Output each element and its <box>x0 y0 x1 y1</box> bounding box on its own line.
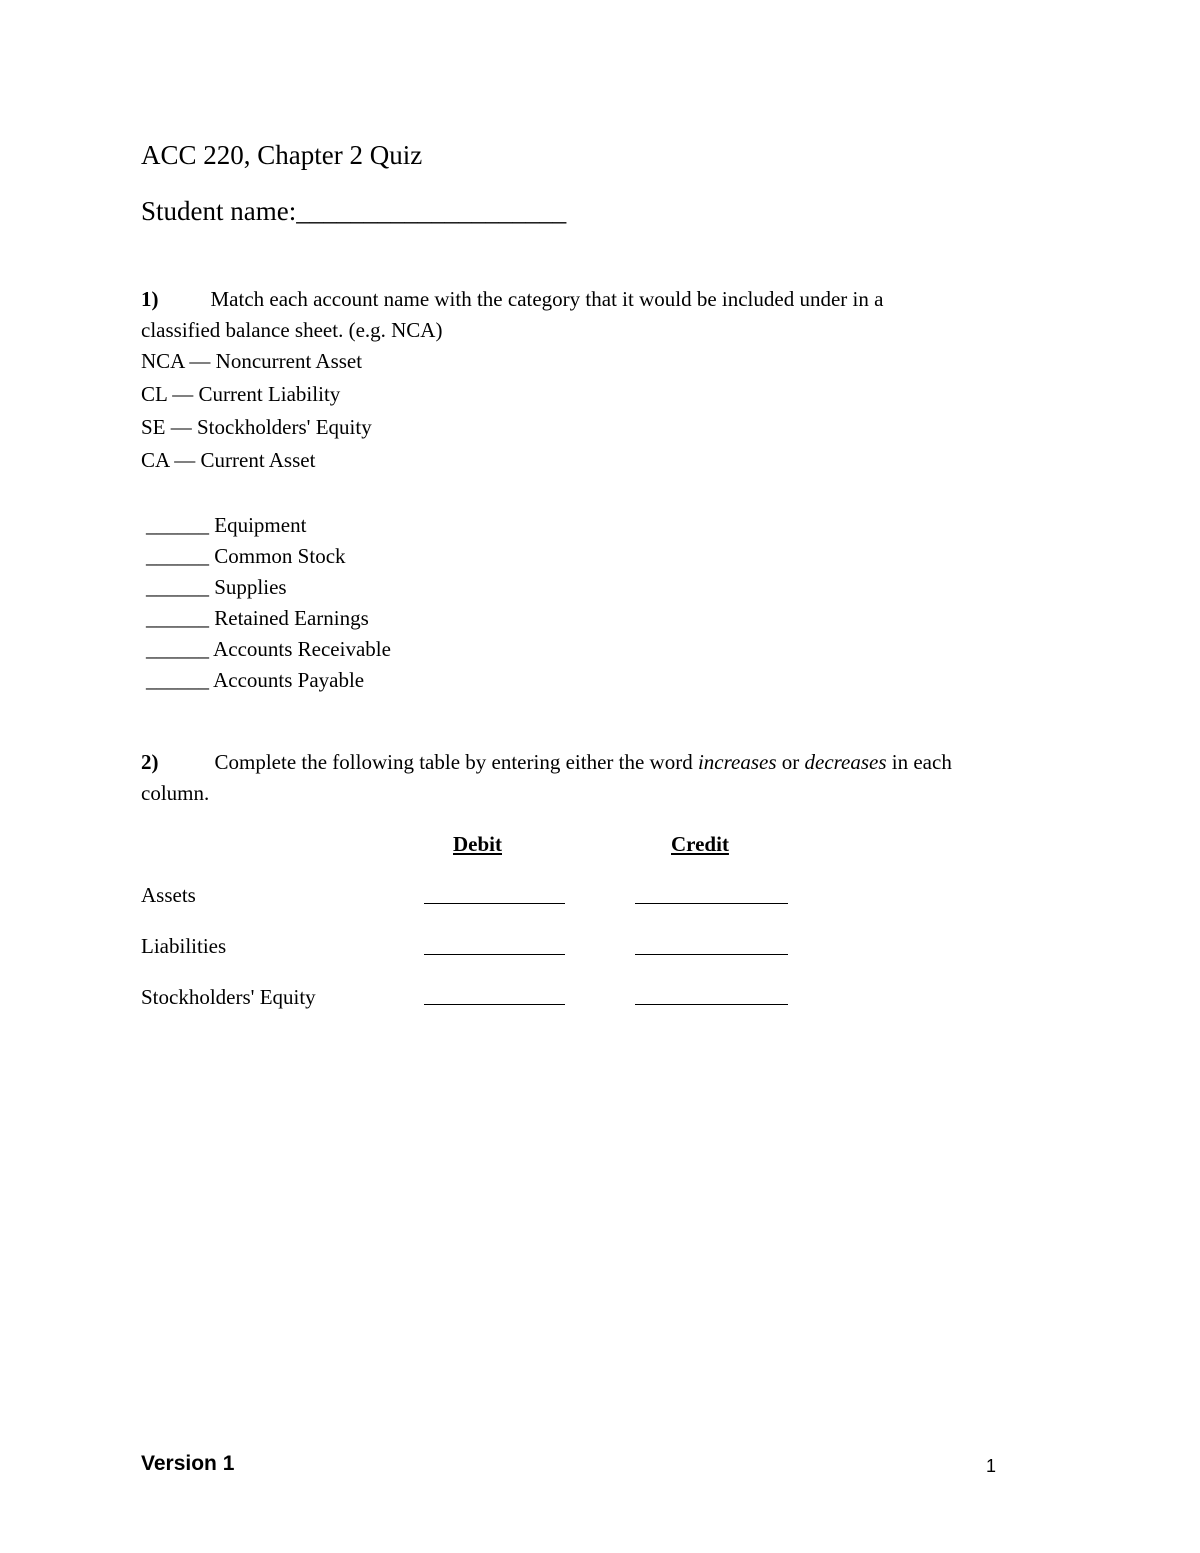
question-2-text <box>141 750 952 775</box>
question-1-text <box>141 287 883 312</box>
question-2-text-before: Complete the following table by entering either the word <box>214 750 698 774</box>
answer-item-equipment[interactable]: ______ Equipment <box>146 513 307 537</box>
word-increases: increases <box>697 750 777 774</box>
page-number: 1 <box>986 1456 997 1476</box>
answer-item-supplies[interactable]: ______ Supplies <box>146 575 287 599</box>
row-label-assets: Assets <box>141 883 196 907</box>
question-2-line-2: column. <box>141 781 210 805</box>
version-label: Version 1 <box>141 1452 235 1475</box>
credit-blank-stockholders-equity[interactable] <box>635 1004 788 1005</box>
debit-blank-assets[interactable] <box>424 903 565 904</box>
legend-item-cl: CL — Current Liability <box>141 382 341 406</box>
question-2-number: 2) <box>141 750 159 774</box>
page-title: ACC 220, Chapter 2 Quiz <box>141 140 423 170</box>
credit-blank-liabilities[interactable] <box>635 954 788 955</box>
answer-item-accounts-payable[interactable]: ______ Accounts Payable <box>146 668 365 692</box>
credit-blank-assets[interactable] <box>635 903 788 904</box>
row-label-stockholders-equity: Stockholders' Equity <box>141 985 316 1009</box>
answer-item-common-stock[interactable]: ______ Common Stock <box>146 544 346 568</box>
question-1-number: 1) <box>141 287 159 311</box>
legend-item-nca: NCA — Noncurrent Asset <box>141 349 363 373</box>
legend-item-ca: CA — Current Asset <box>141 448 316 472</box>
debit-blank-stockholders-equity[interactable] <box>424 1004 565 1005</box>
answer-item-retained-earnings[interactable]: ______ Retained Earnings <box>146 606 369 630</box>
student-name-field[interactable]: Student name:____________________ <box>141 196 567 226</box>
answer-item-accounts-receivable[interactable]: ______ Accounts Receivable <box>146 637 391 661</box>
question-1-line-2: classified balance sheet. (e.g. NCA) <box>141 318 443 342</box>
word-decreases: decreases <box>804 750 887 774</box>
column-header-credit: Credit <box>671 832 729 856</box>
debit-blank-liabilities[interactable] <box>424 954 565 955</box>
row-label-liabilities: Liabilities <box>141 934 227 958</box>
question-2-text-middle: or <box>776 750 805 774</box>
column-header-debit: Debit <box>453 832 502 856</box>
legend-item-se: SE — Stockholders' Equity <box>141 415 372 439</box>
question-2-text-after: in each <box>886 750 952 774</box>
question-1-line-1: Match each account name with the category that it would be included under in a <box>210 287 884 311</box>
